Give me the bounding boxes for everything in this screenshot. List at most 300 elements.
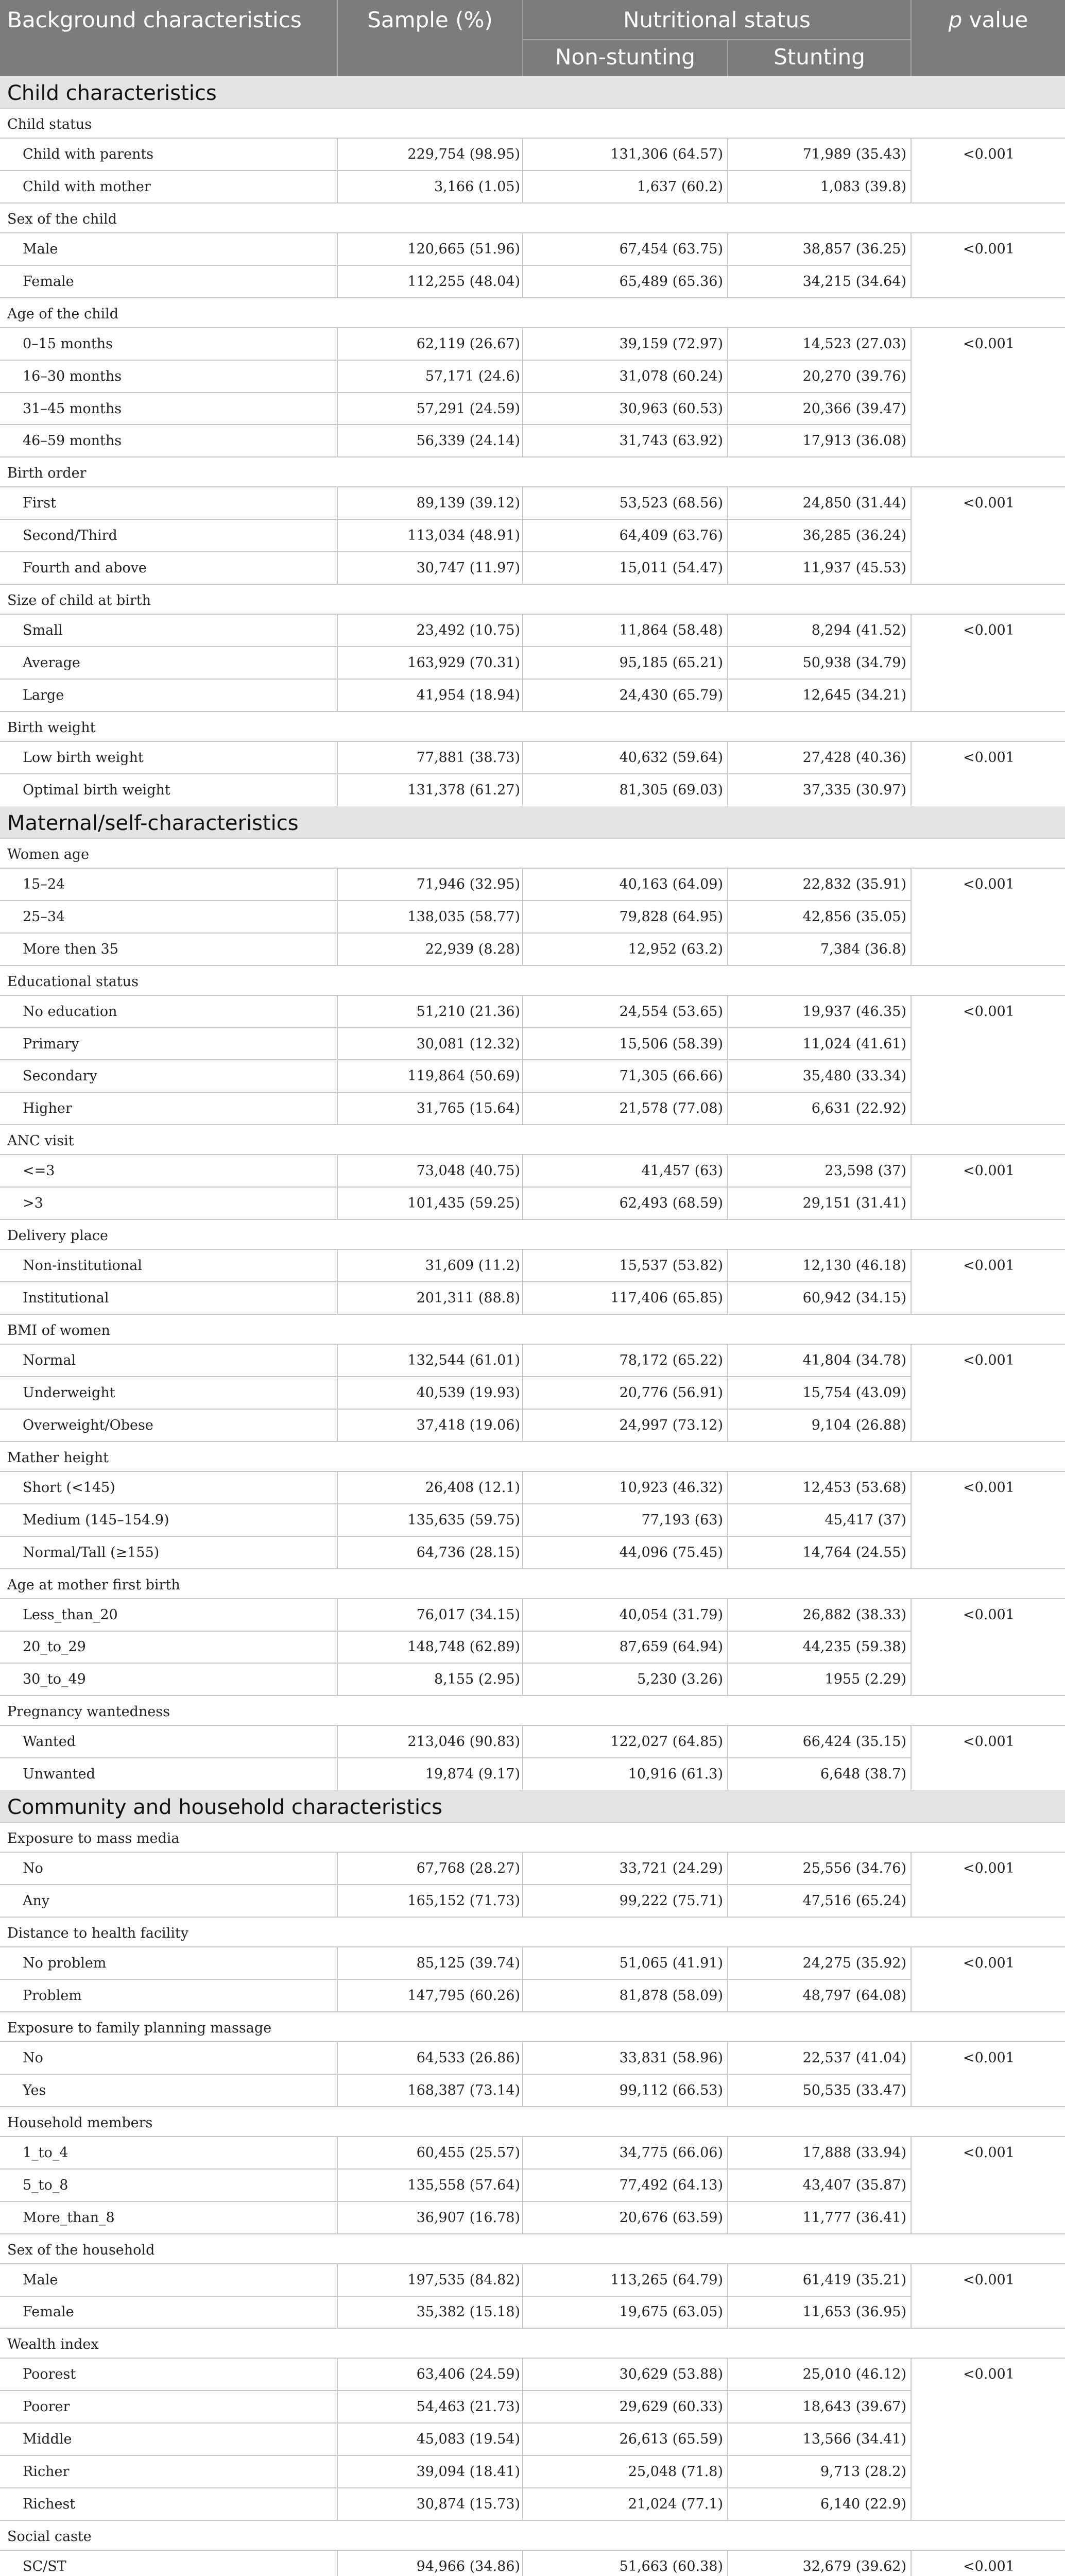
row-divider xyxy=(0,2168,912,2170)
stunting-value: 24,275 (35.92) xyxy=(802,1955,906,1971)
column-divider xyxy=(911,1599,912,1696)
row-name: No education xyxy=(23,1004,117,1020)
row-name: Secondary xyxy=(23,1068,97,1084)
column-divider xyxy=(337,1471,338,1569)
section-title: Maternal/self-characteristics xyxy=(7,811,299,835)
row-divider xyxy=(0,424,912,425)
row-name: Less_than_20 xyxy=(23,1607,118,1623)
section-rule xyxy=(0,108,1065,109)
row-name: No problem xyxy=(23,1955,107,1971)
column-divider xyxy=(337,1155,338,1219)
row-divider xyxy=(0,1376,912,1377)
column-divider xyxy=(522,487,523,584)
row-name: Higher xyxy=(23,1100,72,1116)
stunting-value: 37,335 (30.97) xyxy=(802,782,906,798)
stunting-value: 35,480 (33.34) xyxy=(802,1068,906,1084)
group-label: Women age xyxy=(7,846,90,862)
p-value: <0.001 xyxy=(963,2366,1015,2382)
column-divider xyxy=(727,2137,728,2234)
sample-value: 30,874 (15.73) xyxy=(416,2496,520,2512)
stunting-value: 36,285 (36.24) xyxy=(802,528,906,544)
non-stunting-value: 24,554 (53.65) xyxy=(619,1004,723,1020)
header-p-value xyxy=(912,9,1065,31)
non-stunting-value: 79,828 (64.95) xyxy=(619,909,723,925)
column-divider xyxy=(911,1471,912,1569)
sample-value: 31,765 (15.64) xyxy=(416,1100,520,1116)
stunting-value: 47,516 (65.24) xyxy=(802,1893,906,1909)
column-divider xyxy=(727,614,728,711)
row-name: >3 xyxy=(23,1195,43,1211)
column-divider xyxy=(337,2137,338,2234)
column-divider xyxy=(727,328,728,457)
row-divider xyxy=(0,679,912,680)
row-name: Male xyxy=(23,241,58,257)
group-label-rule xyxy=(0,2550,1065,2551)
column-divider xyxy=(337,2550,338,2576)
group-label: Exposure to mass media xyxy=(7,1831,180,1846)
stunting-value: 6,140 (22.9) xyxy=(820,2496,906,2512)
stunting-value: 43,407 (35.87) xyxy=(802,2177,906,2193)
row-divider xyxy=(0,1409,912,1410)
p-value: <0.001 xyxy=(963,336,1015,352)
section-rule xyxy=(0,1822,1065,1823)
group-bottom-rule xyxy=(0,1314,1065,1315)
row-divider xyxy=(0,1536,912,1537)
group-label-rule xyxy=(0,1852,1065,1853)
row-divider xyxy=(0,1503,912,1504)
stunting-value: 11,653 (36.95) xyxy=(802,2304,906,2320)
sample-value: 40,539 (19.93) xyxy=(416,1385,520,1401)
group-bottom-rule xyxy=(0,1568,1065,1569)
non-stunting-value: 10,923 (46.32) xyxy=(619,1480,723,1496)
group-bottom-rule xyxy=(0,1219,1065,1220)
sample-value: 26,408 (12.1) xyxy=(425,1480,520,1496)
p-value: <0.001 xyxy=(963,1352,1015,1368)
sample-value: 120,665 (51.96) xyxy=(407,241,520,257)
non-stunting-value: 41,457 (63) xyxy=(641,1163,723,1179)
non-stunting-value: 77,193 (63) xyxy=(641,1512,723,1528)
row-divider xyxy=(0,900,912,901)
column-divider xyxy=(522,1249,523,1314)
column-divider xyxy=(727,1155,728,1219)
column-divider xyxy=(337,741,338,806)
sample-value: 147,795 (60.26) xyxy=(407,1988,520,2004)
row-divider xyxy=(0,2201,912,2202)
column-divider xyxy=(337,2358,338,2520)
group-bottom-rule xyxy=(0,2106,1065,2107)
sample-value: 131,378 (61.27) xyxy=(407,782,520,798)
column-divider xyxy=(727,995,728,1125)
column-divider xyxy=(911,487,912,584)
column-divider xyxy=(337,2042,338,2107)
row-divider xyxy=(0,1059,912,1060)
column-divider xyxy=(337,614,338,711)
row-divider xyxy=(0,2074,912,2075)
group-label: Educational status xyxy=(7,974,139,990)
column-divider xyxy=(911,1947,912,2012)
group-label-rule xyxy=(0,1154,1065,1155)
header-nutritional-status: Nutritional status xyxy=(623,7,811,32)
non-stunting-value: 26,613 (65.59) xyxy=(619,2431,723,2447)
column-divider xyxy=(727,2550,728,2576)
row-divider xyxy=(0,551,912,552)
row-divider xyxy=(0,1281,912,1282)
row-divider xyxy=(0,1631,912,1632)
group-bottom-rule xyxy=(0,1917,1065,1918)
column-divider xyxy=(727,487,728,584)
column-divider xyxy=(522,995,523,1125)
non-stunting-value: 5,230 (3.26) xyxy=(637,1671,723,1687)
column-divider xyxy=(911,1344,912,1442)
sample-value: 57,291 (24.59) xyxy=(416,401,520,417)
column-divider xyxy=(522,2042,523,2107)
stunting-value: 25,010 (46.12) xyxy=(802,2366,906,2382)
group-label-rule xyxy=(0,232,1065,233)
stunting-value: 41,804 (34.78) xyxy=(802,1352,906,1368)
row-name: 30_to_49 xyxy=(23,1671,86,1687)
sample-value: 63,406 (24.59) xyxy=(416,2366,520,2382)
p-value: <0.001 xyxy=(963,495,1015,511)
sample-value: 45,083 (19.54) xyxy=(416,2431,520,2447)
column-divider xyxy=(911,2042,912,2107)
p-value: <0.001 xyxy=(963,146,1015,162)
row-name: Average xyxy=(23,655,80,671)
group-bottom-rule xyxy=(0,1441,1065,1442)
row-name: Richest xyxy=(23,2496,76,2512)
row-divider xyxy=(0,773,912,774)
column-divider xyxy=(727,2264,728,2329)
sample-value: 85,125 (39.74) xyxy=(416,1955,520,1971)
row-name: Fourth and above xyxy=(23,560,147,576)
section-rule xyxy=(0,838,1065,839)
row-name: 20_to_29 xyxy=(23,1639,86,1655)
row-divider xyxy=(0,1092,912,1093)
group-bottom-rule xyxy=(0,2011,1065,2012)
stunting-value: 29,151 (31.41) xyxy=(802,1195,906,1211)
column-divider xyxy=(337,2264,338,2329)
p-value: <0.001 xyxy=(963,1480,1015,1496)
p-value: <0.001 xyxy=(963,1955,1015,1971)
header-divider xyxy=(523,39,911,40)
group-bottom-rule xyxy=(0,711,1065,712)
row-name: Optimal birth weight xyxy=(23,782,170,798)
p-value: <0.001 xyxy=(963,1607,1015,1623)
non-stunting-value: 117,406 (65.85) xyxy=(610,1290,723,1306)
group-bottom-rule xyxy=(0,2233,1065,2234)
group-label: Delivery place xyxy=(7,1228,108,1244)
column-divider xyxy=(727,1852,728,1917)
group-bottom-rule xyxy=(0,2520,1065,2521)
column-divider xyxy=(522,233,523,298)
sample-value: 132,544 (61.01) xyxy=(407,1352,520,1368)
stunting-value: 7,384 (36.8) xyxy=(820,941,906,957)
column-divider xyxy=(522,2358,523,2520)
sample-value: 197,535 (84.82) xyxy=(407,2272,520,2288)
row-name: Second/Third xyxy=(23,528,117,544)
non-stunting-value: 34,775 (66.06) xyxy=(619,2145,723,2161)
row-name: Poorer xyxy=(23,2399,70,2415)
non-stunting-value: 71,305 (66.66) xyxy=(619,1068,723,1084)
stunting-value: 22,832 (35.91) xyxy=(802,876,906,892)
group-label-rule xyxy=(0,1344,1065,1345)
p-value: <0.001 xyxy=(963,876,1015,892)
sample-value: 71,946 (32.95) xyxy=(416,876,520,892)
section-title: Child characteristics xyxy=(7,81,217,105)
row-name: Short (<145) xyxy=(23,1480,115,1496)
p-value: <0.001 xyxy=(963,622,1015,638)
column-divider xyxy=(727,1249,728,1314)
p-value: <0.001 xyxy=(963,2145,1015,2161)
row-divider xyxy=(0,392,912,393)
stunting-value: 1955 (2.29) xyxy=(824,1671,906,1687)
non-stunting-value: 31,078 (60.24) xyxy=(619,368,723,384)
column-divider xyxy=(337,1599,338,1696)
row-divider xyxy=(0,933,912,934)
sample-value: 30,081 (12.32) xyxy=(416,1036,520,1052)
row-name: Low birth weight xyxy=(23,750,144,766)
row-divider xyxy=(0,2422,912,2424)
header-background-characteristics: Background characteristics xyxy=(7,7,302,32)
row-name: 15–24 xyxy=(23,876,65,892)
sample-value: 89,139 (39.12) xyxy=(416,495,520,511)
row-name: Problem xyxy=(23,1988,82,2004)
column-divider xyxy=(727,741,728,806)
row-name: Female xyxy=(23,2304,74,2320)
stunting-value: 50,535 (33.47) xyxy=(802,2082,906,2098)
row-divider xyxy=(0,2296,912,2297)
row-divider xyxy=(0,360,912,361)
non-stunting-value: 64,409 (63.76) xyxy=(619,528,723,544)
stunting-value: 20,270 (39.76) xyxy=(802,368,906,384)
stunting-value: 22,537 (41.04) xyxy=(802,2050,906,2066)
row-name: Medium (145–154.9) xyxy=(23,1512,169,1528)
stunting-value: 17,888 (33.94) xyxy=(802,2145,906,2161)
sample-value: 135,635 (59.75) xyxy=(407,1512,520,1528)
column-divider xyxy=(337,233,338,298)
column-divider xyxy=(337,328,338,457)
non-stunting-value: 81,305 (69.03) xyxy=(619,782,723,798)
column-divider xyxy=(337,1249,338,1314)
column-divider xyxy=(727,1947,728,2012)
stunting-value: 45,417 (37) xyxy=(824,1512,906,1528)
non-stunting-value: 78,172 (65.22) xyxy=(619,1352,723,1368)
p-value: <0.001 xyxy=(963,1734,1015,1750)
group-bottom-rule xyxy=(0,202,1065,204)
non-stunting-value: 131,306 (64.57) xyxy=(610,146,723,162)
sample-value: 201,311 (88.8) xyxy=(416,1290,520,1306)
row-name: No xyxy=(23,2050,43,2066)
group-label-rule xyxy=(0,1249,1065,1250)
column-divider xyxy=(337,138,338,203)
column-divider xyxy=(911,868,912,965)
column-divider xyxy=(911,328,912,457)
row-name: 25–34 xyxy=(23,909,65,925)
sample-value: 112,255 (48.04) xyxy=(407,274,520,290)
non-stunting-value: 99,222 (75.71) xyxy=(619,1893,723,1909)
group-label-rule xyxy=(0,2263,1065,2264)
row-name: Overweight/Obese xyxy=(23,1417,153,1433)
row-divider xyxy=(0,1663,912,1664)
stunting-value: 11,937 (45.53) xyxy=(802,560,906,576)
sample-value: 168,387 (73.14) xyxy=(407,2082,520,2098)
sample-value: 3,166 (1.05) xyxy=(434,179,520,195)
non-stunting-value: 1,637 (60.2) xyxy=(637,179,723,195)
non-stunting-value: 51,663 (60.38) xyxy=(619,2558,723,2574)
column-divider xyxy=(727,2358,728,2520)
row-name: Non-institutional xyxy=(23,1258,142,1274)
sample-value: 165,152 (71.73) xyxy=(407,1893,520,1909)
column-divider xyxy=(337,487,338,584)
sample-value: 113,034 (48.91) xyxy=(407,528,520,544)
row-divider xyxy=(0,1884,912,1885)
non-stunting-value: 87,659 (64.94) xyxy=(619,1639,723,1655)
stunting-value: 23,598 (37) xyxy=(824,1163,906,1179)
sample-value: 57,171 (24.6) xyxy=(425,368,520,384)
row-divider xyxy=(0,519,912,520)
column-divider xyxy=(911,2550,912,2576)
sample-value: 64,533 (26.86) xyxy=(416,2050,520,2066)
stunting-value: 71,989 (35.43) xyxy=(802,146,906,162)
stunting-value: 6,648 (38.7) xyxy=(820,1766,906,1782)
stunting-value: 11,024 (41.61) xyxy=(802,1036,906,1052)
row-divider xyxy=(0,1187,912,1188)
column-divider xyxy=(522,1852,523,1917)
row-name: Yes xyxy=(23,2082,46,2098)
row-name: Wanted xyxy=(23,1734,76,1750)
group-label: Pregnancy wantedness xyxy=(7,1704,170,1720)
group-label-rule xyxy=(0,138,1065,139)
sample-value: 62,119 (26.67) xyxy=(416,336,520,352)
column-divider xyxy=(522,2550,523,2576)
sample-value: 51,210 (21.36) xyxy=(416,1004,520,1020)
row-name: No xyxy=(23,1860,43,1876)
row-name: More then 35 xyxy=(23,941,118,957)
stunting-value: 48,797 (64.08) xyxy=(802,1988,906,2004)
p-value: <0.001 xyxy=(963,1163,1015,1179)
non-stunting-value: 113,265 (64.79) xyxy=(610,2272,723,2288)
column-divider xyxy=(911,138,912,203)
stunting-value: 1,083 (39.8) xyxy=(820,179,906,195)
column-divider xyxy=(337,868,338,965)
non-stunting-value: 33,721 (24.29) xyxy=(619,1860,723,1876)
row-name: Small xyxy=(23,622,63,638)
sample-value: 101,435 (59.25) xyxy=(407,1195,520,1211)
row-name: 46–59 months xyxy=(23,433,122,449)
stunting-value: 42,856 (35.05) xyxy=(802,909,906,925)
group-label-rule xyxy=(0,2136,1065,2137)
sample-value: 54,463 (21.73) xyxy=(416,2399,520,2415)
row-name: First xyxy=(23,495,56,511)
row-name: 31–45 months xyxy=(23,401,122,417)
non-stunting-value: 33,831 (58.96) xyxy=(619,2050,723,2066)
row-divider xyxy=(0,1979,912,1980)
sample-value: 94,966 (34.86) xyxy=(416,2558,520,2574)
sample-value: 56,339 (24.14) xyxy=(416,433,520,449)
non-stunting-value: 44,096 (75.45) xyxy=(619,1545,723,1561)
non-stunting-value: 62,493 (68.59) xyxy=(619,1195,723,1211)
row-name: Child with mother xyxy=(23,179,151,195)
row-divider xyxy=(0,170,912,171)
group-label: Child status xyxy=(7,116,92,132)
stunting-value: 50,938 (34.79) xyxy=(802,655,906,671)
group-label: Social caste xyxy=(7,2529,92,2545)
group-label-rule xyxy=(0,614,1065,615)
non-stunting-value: 19,675 (63.05) xyxy=(619,2304,723,2320)
non-stunting-value: 39,159 (72.97) xyxy=(619,336,723,352)
stunting-value: 11,777 (36.41) xyxy=(802,2210,906,2226)
row-name: Male xyxy=(23,2272,58,2288)
sample-value: 148,748 (62.89) xyxy=(407,1639,520,1655)
sample-value: 163,929 (70.31) xyxy=(407,655,520,671)
stunting-value: 12,645 (34.21) xyxy=(802,687,906,703)
non-stunting-value: 40,054 (31.79) xyxy=(619,1607,723,1623)
header-p-word: value xyxy=(962,7,1028,32)
p-value: <0.001 xyxy=(963,750,1015,766)
row-name: 1_to_4 xyxy=(23,2145,68,2161)
column-divider xyxy=(337,995,338,1125)
sample-value: 64,736 (28.15) xyxy=(416,1545,520,1561)
p-value: <0.001 xyxy=(963,1004,1015,1020)
stunting-value: 32,679 (39.62) xyxy=(802,2558,906,2574)
group-label: Birth order xyxy=(7,465,87,481)
non-stunting-value: 24,997 (73.12) xyxy=(619,1417,723,1433)
row-name: SC/ST xyxy=(23,2558,66,2574)
non-stunting-value: 53,523 (68.56) xyxy=(619,495,723,511)
sample-value: 8,155 (2.95) xyxy=(434,1671,520,1687)
row-divider xyxy=(0,2455,912,2456)
column-divider xyxy=(337,1725,338,1790)
stunting-value: 26,882 (38.33) xyxy=(802,1607,906,1623)
column-divider xyxy=(522,328,523,457)
row-divider xyxy=(0,646,912,647)
stunting-value: 61,419 (35.21) xyxy=(802,2272,906,2288)
group-label-rule xyxy=(0,327,1065,328)
column-divider xyxy=(522,1725,523,1790)
column-divider xyxy=(911,1155,912,1219)
non-stunting-value: 21,024 (77.1) xyxy=(628,2496,723,2512)
group-label: Household members xyxy=(7,2115,153,2131)
non-stunting-value: 40,163 (64.09) xyxy=(619,876,723,892)
group-bottom-rule xyxy=(0,584,1065,585)
non-stunting-value: 30,629 (53.88) xyxy=(619,2366,723,2382)
sample-value: 76,017 (34.15) xyxy=(416,1607,520,1623)
sample-value: 37,418 (19.06) xyxy=(416,1417,520,1433)
group-label-rule xyxy=(0,1946,1065,1947)
column-divider xyxy=(522,1599,523,1696)
stunting-value: 8,294 (41.52) xyxy=(811,622,906,638)
non-stunting-value: 15,537 (53.82) xyxy=(619,1258,723,1274)
group-label: Wealth index xyxy=(7,2336,99,2352)
non-stunting-value: 99,112 (66.53) xyxy=(619,2082,723,2098)
group-label-rule xyxy=(0,486,1065,487)
non-stunting-value: 122,027 (64.85) xyxy=(610,1734,723,1750)
row-name: Any xyxy=(23,1893,50,1909)
row-name: Normal/Tall (≥155) xyxy=(23,1545,160,1561)
row-name: Unwanted xyxy=(23,1766,95,1782)
non-stunting-value: 65,489 (65.36) xyxy=(619,274,723,290)
stunting-value: 25,556 (34.76) xyxy=(802,1860,906,1876)
group-label-rule xyxy=(0,995,1065,996)
group-label-rule xyxy=(0,1471,1065,1472)
group-label: Birth weight xyxy=(7,720,96,736)
non-stunting-value: 20,676 (63.59) xyxy=(619,2210,723,2226)
sample-value: 36,907 (16.78) xyxy=(416,2210,520,2226)
non-stunting-value: 21,578 (77.08) xyxy=(619,1100,723,1116)
stunting-value: 14,523 (27.03) xyxy=(802,336,906,352)
group-bottom-rule xyxy=(0,297,1065,298)
sample-value: 23,492 (10.75) xyxy=(416,622,520,638)
row-name: Child with parents xyxy=(23,146,154,162)
